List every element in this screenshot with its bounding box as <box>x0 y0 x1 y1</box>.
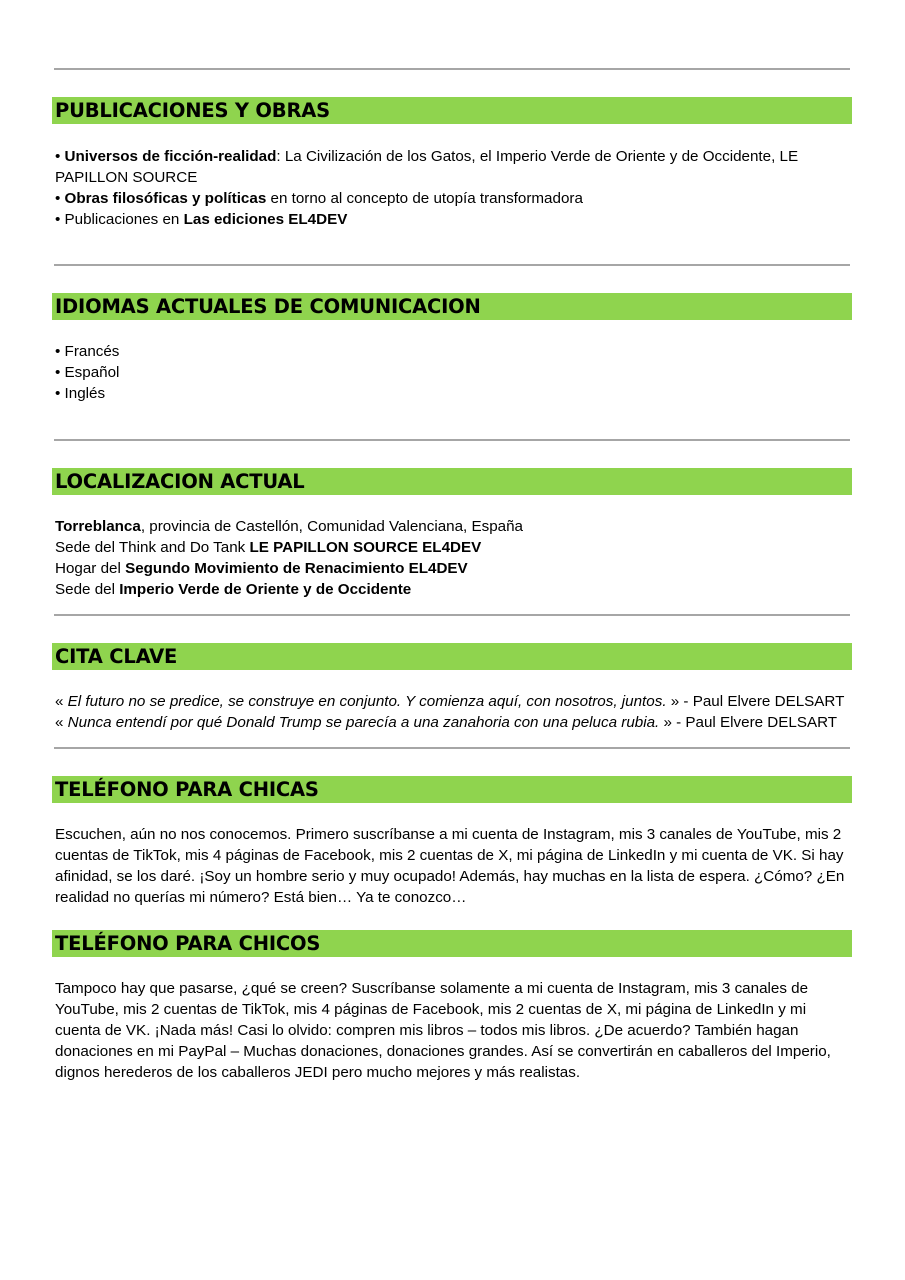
publicaciones-list <box>55 146 850 230</box>
section-header-localizacion <box>52 468 852 495</box>
paragraph: Escuchen, aún no nos conocemos. Primero suscríbanse a mi cuenta de Instagram, mis 3 canales de YouTube, mis 2 cuentas de TikTok, mis 4 páginas de Facebook, mis 2 cuentas de X, mi página de LinkedIn y mi cuenta de VK. Si hay afinidad, se los daré. ¡Soy un hombre serio y muy ocupado! Además, hay muchas en la lista de espera. ¿Cómo? ¿En realidad no querías mi número? Está bien… Ya te conozco… <box>55 826 845 906</box>
chicos-paragraph <box>55 978 850 1083</box>
list-item: • Universos de ficción-realidad: La Civilización de los Gatos, el Imperio Verde de Oriente y de Occidente, LE PAPILLON SOURCE <box>55 148 799 186</box>
section-title: TELÉFONO PARA CHICOS <box>55 932 321 955</box>
divider <box>54 68 850 70</box>
paragraph: Tampoco hay que pasarse, ¿qué se creen? Suscríbanse solamente a mi cuenta de Instagram, mis 3 canales de YouTube, mis 2 cuentas de TikTok, mis 4 páginas de Facebook, mis 2 cuentas de X, mi página de LinkedIn y mi cuenta de VK. ¡Nada más! Casi lo olvido: compren mis libros – todos mis libros. ¿De acuerdo? También hagan donaciones en mi PayPal – Muchas donaciones, donaciones grandes. Así se convertirán en caballeros del Imperio, dignos herederos de los caballeros JEDI pero mucho mejores y más realistas. <box>55 980 831 1081</box>
section-header-chicas <box>52 776 852 803</box>
list-item: • Inglés <box>55 385 106 402</box>
section-title: LOCALIZACION ACTUAL <box>55 470 305 493</box>
location-line: Sede del Think and Do Tank LE PAPILLON SOURCE EL4DEV <box>55 539 482 556</box>
quote: « Nunca entendí por qué Donald Trump se parecía a una zanahoria con una peluca rubia. » - Paul Elvere DELSART <box>55 714 838 731</box>
section-title: CITA CLAVE <box>55 645 178 668</box>
list-item: • Francés <box>55 343 120 360</box>
cita-quotes <box>55 691 850 733</box>
divider <box>54 614 850 616</box>
localizacion-text <box>55 516 850 600</box>
location-line: Sede del Imperio Verde de Oriente y de Occidente <box>55 581 412 598</box>
section-title: IDIOMAS ACTUALES DE COMUNICACION <box>55 295 481 318</box>
idiomas-list <box>55 341 850 404</box>
section-title: PUBLICACIONES Y OBRAS <box>55 99 330 122</box>
section-header-chicos <box>52 930 852 957</box>
location-line: Torreblanca, provincia de Castellón, Comunidad Valenciana, España <box>55 518 523 535</box>
divider <box>54 747 850 749</box>
chicas-paragraph <box>55 824 850 908</box>
location-line: Hogar del Segundo Movimiento de Renacimiento EL4DEV <box>55 560 468 577</box>
quote: « El futuro no se predice, se construye en conjunto. Y comienza aquí, con nosotros, juntos. » - Paul Elvere DELSART <box>55 693 845 710</box>
section-header-idiomas <box>52 293 852 320</box>
section-title: TELÉFONO PARA CHICAS <box>55 778 319 801</box>
list-item: • Obras filosóficas y políticas en torno al concepto de utopía transformadora <box>55 190 583 207</box>
section-header-cita <box>52 643 852 670</box>
list-item: • Publicaciones en Las ediciones EL4DEV <box>55 211 348 228</box>
divider <box>54 439 850 441</box>
divider <box>54 264 850 266</box>
section-header-publicaciones <box>52 97 852 124</box>
list-item: • Español <box>55 364 120 381</box>
